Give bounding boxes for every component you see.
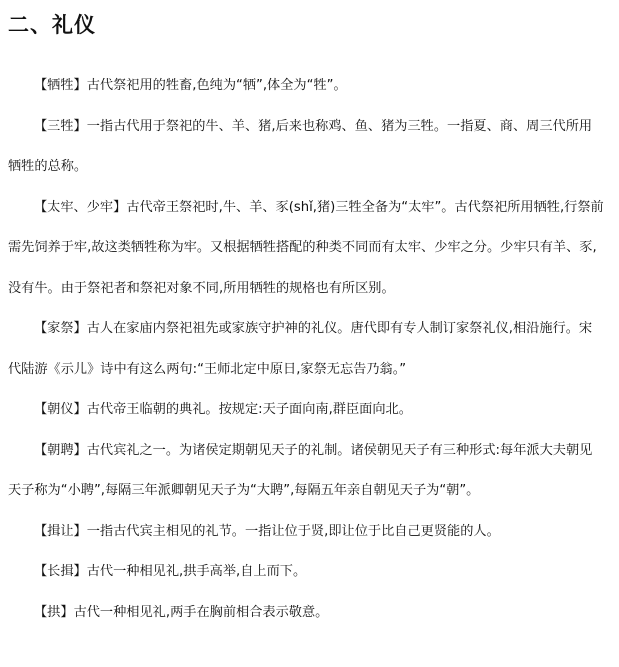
entry-term: 【揖让】 — [34, 523, 87, 539]
entry-sansheng — [8, 107, 605, 188]
entry-term: 【牺牲】 — [34, 78, 87, 93]
entry-yirang — [8, 512, 605, 553]
entry-tailao-shaolao — [8, 188, 605, 310]
entry-text: 古代一种相见礼,两手在胸前相合表示敬意。 — [73, 604, 329, 620]
entry-term: 【朝聘】 — [34, 442, 87, 458]
entry-term: 【三牲】 — [34, 118, 87, 134]
entry-text: 古代一种相见礼,拱手高举,自上而下。 — [86, 564, 307, 579]
entry-term: 【朝仪】 — [34, 402, 87, 417]
entry-term: 【拱】 — [34, 604, 74, 620]
entry-chaopin — [8, 431, 605, 512]
entry-text: 古代宾礼之一。为诸侯定期朝见天子的礼制。诸侯朝见天子有三种形式:每年派大夫朝见天子称为“小聘”,每隔三年派卿朝见天子为“大聘”,每隔五年亲自朝见天子为“朝”。 — [8, 442, 593, 498]
entry-text: 一指古代用于祭祀的牛、羊、猪,后来也称鸡、鱼、猪为三牲。一指夏、商、周三代所用牺牲的总称。 — [8, 118, 593, 174]
entry-changyi — [8, 552, 605, 593]
entry-text: 古代祭祀用的牲畜,色纯为“牺”,体全为“牲”。 — [86, 78, 347, 93]
entry-text: 古人在家庙内祭祀祖先或家族守护神的礼仪。唐代即有专人制订家祭礼仪,相沿施行。宋代陆游《示儿》诗中有这么两句:“王师北定中原日,家祭无忘告乃翁。” — [8, 321, 593, 377]
section-heading: 二、礼仪 — [8, 13, 96, 37]
entry-term: 【太牢、少牢】 — [34, 199, 127, 215]
entry-term: 【家祭】 — [34, 321, 87, 336]
entry-text: 一指古代宾主相见的礼节。一指让位于贤,即让位于比自己更贤能的人。 — [86, 523, 500, 539]
entry-text: 古代帝王临朝的典礼。按规定:天子面向南,群臣面向北。 — [86, 402, 412, 417]
entry-jiaji — [8, 309, 605, 390]
entry-text: 古代帝王祭祀时,牛、羊、豕(shǐ,猪)三牲全备为“太牢”。古代祭祀所用牺牲,行祭前需先饲养于牢,故这类牺牲称为牢。又根据牺牲搭配的种类不同而有太牢、少牢之分。少牢只有羊、豕,没有牛。由于祭祀者和祭祀对象不同,所用牺牲的规格也有所区别。 — [8, 199, 604, 296]
entry-term: 【长揖】 — [34, 564, 87, 579]
entry-xisheng — [8, 66, 605, 107]
entry-chaoyi — [8, 390, 605, 431]
entry-gong — [8, 593, 605, 634]
